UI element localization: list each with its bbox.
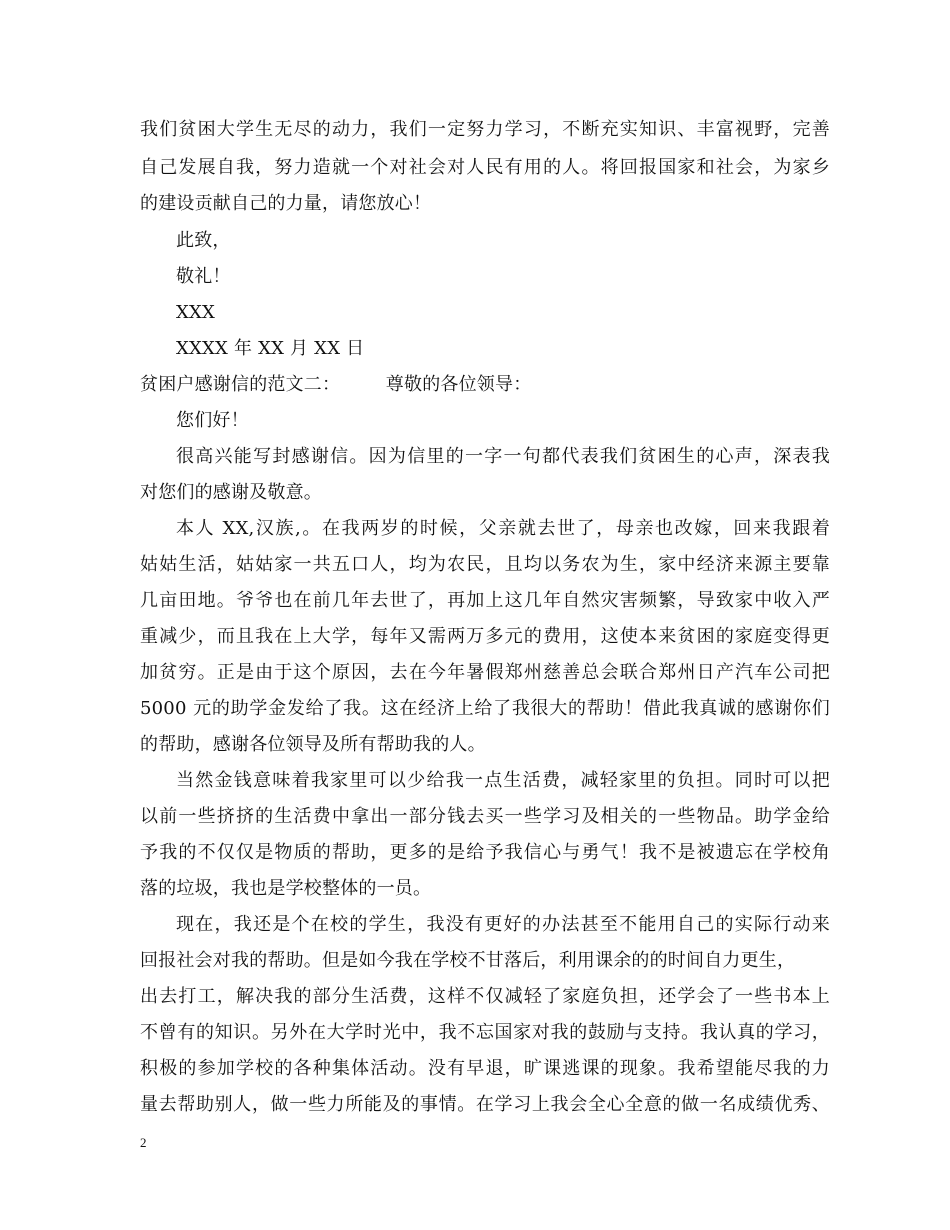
section-heading: 贫困户感谢信的范文二： 尊敬的各位领导： bbox=[140, 374, 532, 395]
body-text-line: 当然金钱意味着我家里可以少给我一点生活费，减轻家里的负担。同时可以把 bbox=[176, 770, 830, 791]
signature-date: XXXX 年 XX 月 XX 日 bbox=[176, 338, 365, 359]
body-text-line: 积极的参加学校的各种集体活动。没有早退，旷课逃课的现象。我希望能尽我的力 bbox=[140, 1058, 830, 1079]
signature-name: XXX bbox=[176, 302, 216, 323]
body-text-line: 重减少，而且我在上大学，每年又需两万多元的费用，这使本来贫困的家庭变得更 bbox=[140, 626, 830, 647]
body-text-line: 量去帮助别人，做一些力所能及的事情。在学习上我会全心全意的做一名成绩优秀、 bbox=[140, 1094, 830, 1115]
body-text-line: 加贫穷。正是由于这个原因，去在今年暑假郑州慈善总会联合郑州日产汽车公司把 bbox=[140, 662, 830, 683]
body-text-line: 现在，我还是个在校的学生，我没有更好的办法甚至不能用自己的实际行动来 bbox=[176, 914, 830, 935]
body-text-line: 不曾有的知识。另外在大学时光中，我不忘国家对我的鼓励与支持。我认真的学习， bbox=[140, 1022, 830, 1043]
body-text-line: 以前一些挤挤的生活费中拿出一部分钱去买一些学习及相关的一些物品。助学金给 bbox=[140, 806, 830, 827]
closing-regards: 敬礼！ bbox=[176, 266, 231, 287]
body-text-line: 的帮助，感谢各位领导及所有帮助我的人。 bbox=[140, 734, 486, 755]
greeting: 您们好！ bbox=[176, 410, 249, 431]
closing-salutation: 此致， bbox=[176, 230, 231, 251]
body-text-line: 我们贫困大学生无尽的动力，我们一定努力学习，不断充实知识、丰富视野，完善 bbox=[140, 119, 830, 140]
body-text-line: 落的垃圾，我也是学校整体的一员。 bbox=[140, 878, 432, 899]
body-text-line: 自己发展自我，努力造就一个对社会对人民有用的人。将回报国家和社会，为家乡 bbox=[140, 157, 830, 178]
body-text-line: 很高兴能写封感谢信。因为信里的一字一句都代表我们贫困生的心声，深表我 bbox=[176, 446, 830, 467]
body-text-line: 5000 元的助学金发给了我。这在经济上给了我很大的帮助！借此我真诚的感谢你们 bbox=[140, 698, 830, 719]
body-text-line: 出去打工，解决我的部分生活费，这样不仅减轻了家庭负担，还学会了一些书本上 bbox=[140, 986, 830, 1007]
body-text-line: 的建设贡献自己的力量，请您放心！ bbox=[140, 193, 432, 214]
body-text-line: 予我的不仅仅是物质的帮助，更多的是给予我信心与勇气！我不是被遗忘在学校角 bbox=[140, 842, 830, 863]
body-text-line: 本人 XX,汉族,。在我两岁的时候，父亲就去世了，母亲也改嫁，回来我跟着 bbox=[176, 518, 830, 539]
body-text-line: 回报社会对我的帮助。但是如今我在学校不甘落后，利用课余的的时间自力更生， bbox=[140, 950, 796, 971]
page-number: 2 bbox=[140, 1135, 147, 1150]
body-text-line: 几亩田地。爷爷也在前几年去世了，再加上这几年自然灾害频繁，导致家中收入严 bbox=[140, 590, 830, 611]
body-text-line: 姑姑生活，姑姑家一共五口人，均为农民，且均以务农为生，家中经济来源主要靠 bbox=[140, 554, 830, 575]
body-text-line: 对您们的感谢及敬意。 bbox=[140, 482, 322, 503]
